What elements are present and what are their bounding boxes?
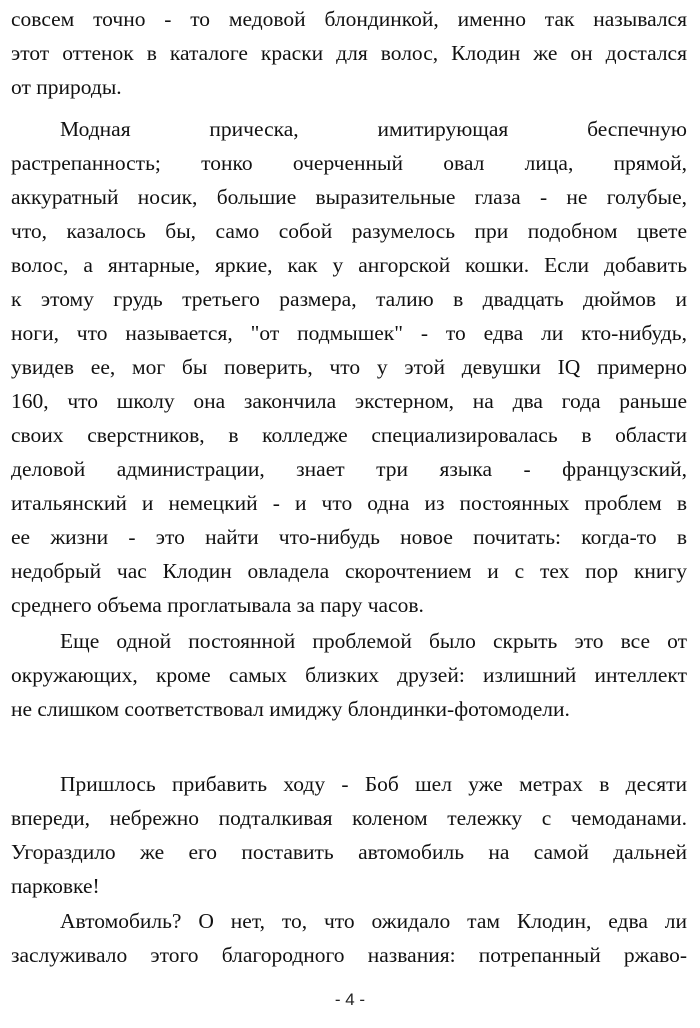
text-line: ноги, что называется, "от подмышек" - то едва ли кто-нибудь, (11, 321, 687, 345)
text-line: Угораздило же его поставить автомобиль на самой дальней (11, 840, 687, 864)
text-line: впереди, небрежно подталкивая коленом тележку с чемоданами. (11, 806, 687, 830)
text-line: итальянский и немецкий - и что одна из постоянных проблем в (11, 491, 687, 515)
text-line: ее жизни - это найти что-нибудь новое почитать: когда-то в (11, 525, 687, 549)
text-line: своих сверстников, в колледже специализировалась в области (11, 423, 687, 447)
text-line: не слишком соответствовал имиджу блондинки-фотомодели. (11, 697, 570, 721)
text-line: Автомобиль? О нет, то, что ожидало там Клодин, едва ли (60, 909, 687, 933)
paragraph-hidden-intellect (11, 624, 687, 726)
text-line: среднего объема проглатывала за пару часов. (11, 593, 424, 617)
text-line: совсем точно - то медовой блондинкой, именно так назывался (11, 7, 687, 31)
text-line: аккуратный носик, большие выразительные глаза - не голубые, (11, 185, 687, 209)
paragraph-automobile (11, 904, 687, 972)
text-line: парковке! (11, 874, 100, 898)
paragraph-hairstyle (11, 112, 687, 622)
paragraph-bob-walking (11, 767, 687, 903)
text-line: к этому грудь третьего размера, талию в двадцать дюймов и (11, 287, 687, 311)
text-line: увидев ее, мог бы поверить, что у этой девушки IQ примерно (11, 355, 687, 379)
text-line: окружающих, кроме самых близких друзей: излишний интеллект (11, 663, 687, 687)
page-number: - 4 - (334, 990, 366, 1009)
text-line: волос, а янтарные, яркие, как у ангорской кошки. Если добавить (11, 253, 687, 277)
text-line: Еще одной постоянной проблемой было скрыть это все от (60, 629, 687, 653)
text-line: этот оттенок в каталоге краски для волос, Клодин же он достался (11, 41, 687, 65)
text-line: Модная прическа, имитирующая беспечную (60, 117, 687, 141)
text-line: Пришлось прибавить ходу - Боб шел уже метрах в десяти (60, 772, 687, 796)
text-line: что, казалось бы, само собой разумелось при подобном цвете (11, 219, 687, 243)
text-line: 160, что школу она закончила экстерном, на два года раньше (11, 389, 687, 413)
text-line: от природы. (11, 75, 122, 99)
text-block-1 (11, 2, 687, 104)
text-line: растрепанность; тонко очерченный овал лица, прямой, (11, 151, 687, 175)
text-line: деловой администрации, знает три языка - французский, (11, 457, 687, 481)
text-line: заслуживало этого благородного названия: потрепанный ржаво- (11, 943, 687, 967)
text-line: недобрый час Клодин овладела скорочтением и с тех пор книгу (11, 559, 687, 583)
